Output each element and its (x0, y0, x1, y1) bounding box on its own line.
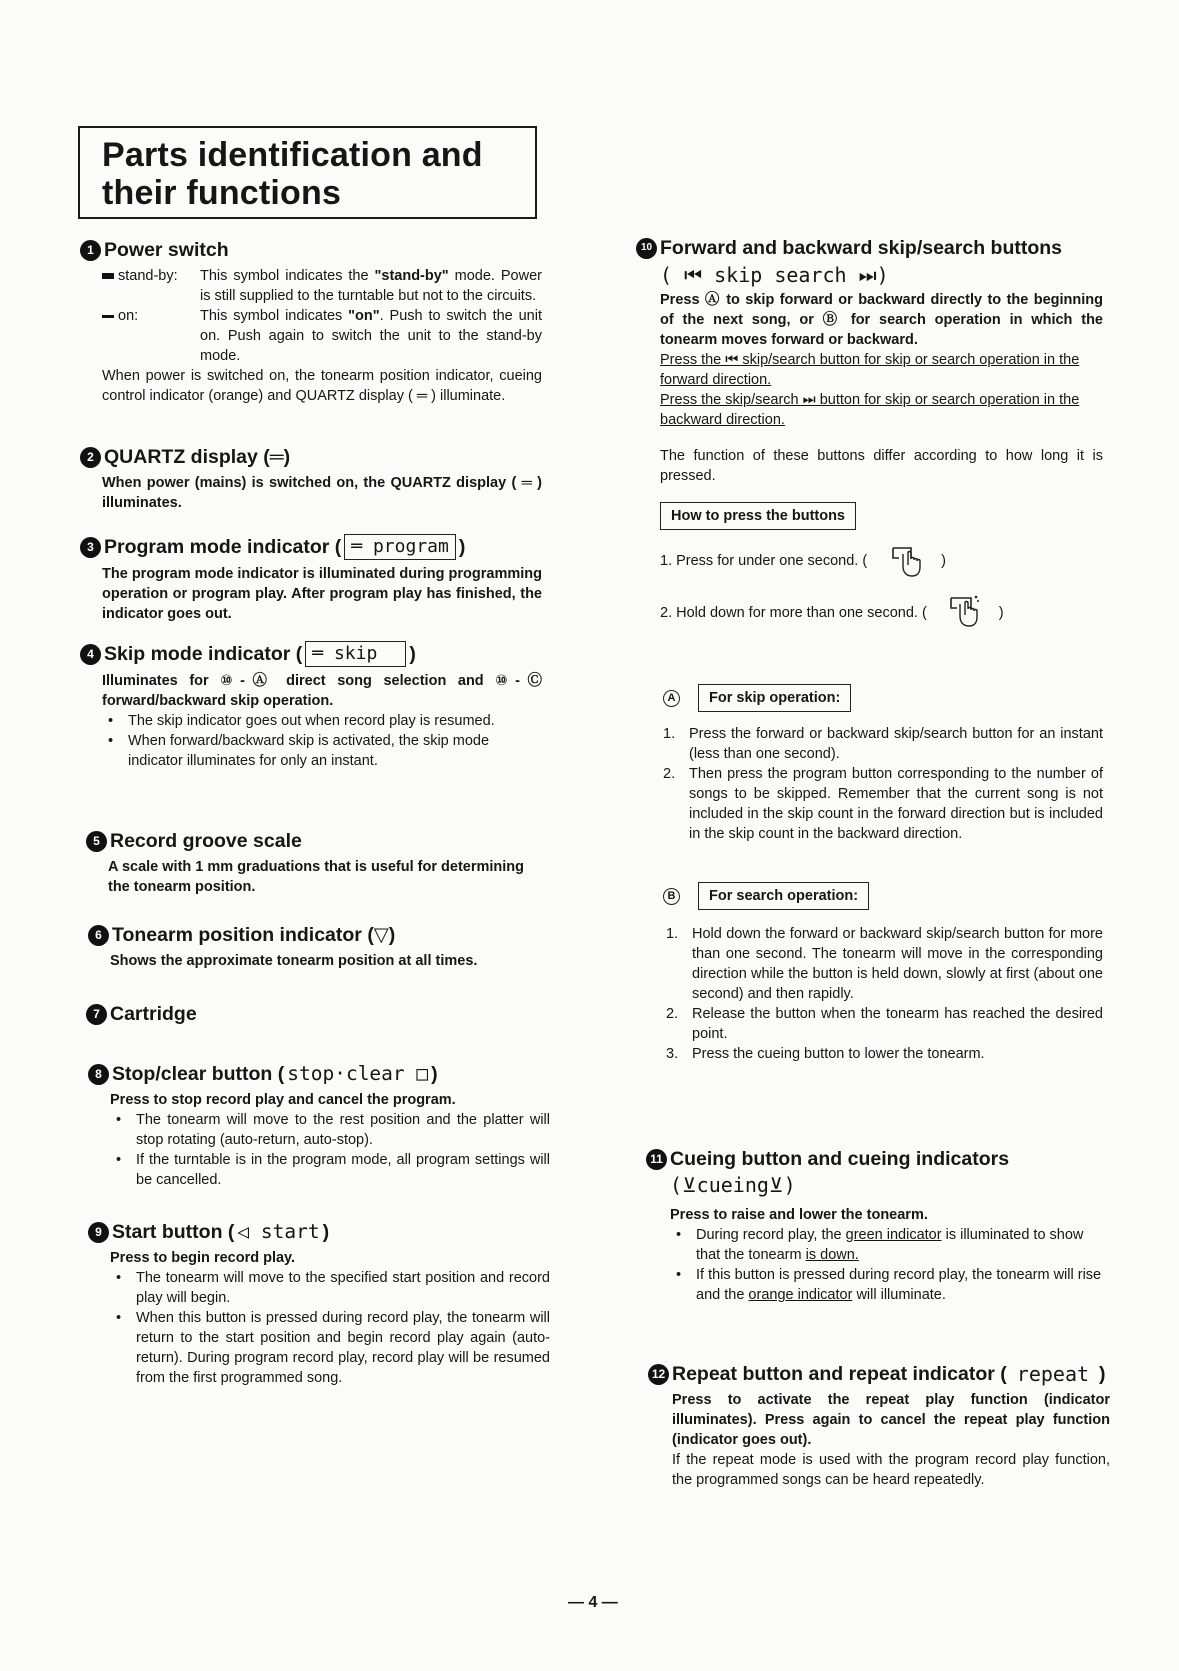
bullet-text: The tonearm will move to the specified start position and record play will begin. (136, 1270, 550, 1306)
number-12-icon: 12 (648, 1364, 669, 1385)
number-4-icon: 4 (80, 644, 101, 665)
hand-hold-icon (945, 594, 979, 632)
section-cartridge (86, 1002, 548, 1026)
paren: ) (409, 643, 416, 665)
paren: ) (431, 1063, 438, 1085)
press-2-text: 2. Hold down for more than one second. ( (660, 605, 927, 621)
list-text: Press the forward or backward skip/search button for an instant (less than one second). (689, 726, 1103, 762)
repeat-body: If the repeat mode is used with the program record play function, the programmed songs can be heard repeatedly. (672, 1452, 1110, 1488)
on-text: This symbol indicates (200, 308, 349, 324)
title-line-2: their functions (102, 174, 342, 212)
number-10-icon: 10 (636, 238, 657, 259)
section-title: Skip mode indicator ( (104, 643, 303, 665)
list-item: • The tonearm will move to the rest position and the platter will stop rotating (auto-return, auto-stop). (116, 1112, 550, 1148)
circle-a-icon: A (663, 690, 680, 707)
skip-search-subtitle: ( ⏮ skip search ⏭) (660, 263, 889, 287)
paren: ) (941, 553, 946, 569)
start-label: ◁ start (237, 1220, 320, 1243)
number-3-icon: 3 (80, 537, 101, 558)
text: If this button is pressed during record play, the tonearm will rise and the (696, 1267, 1102, 1303)
section-stop-clear (88, 1062, 550, 1190)
list-item: • During record play, the green indicator is illuminated to show that the tonearm is down. (676, 1227, 1084, 1263)
bullet-text: The skip indicator goes out when record play is resumed. (128, 713, 495, 729)
standby-text: This symbol indicates the (200, 268, 375, 284)
circle-b-icon: B (663, 888, 680, 905)
power-body: When power is switched on, the tonearm position indicator, cueing control indicator (orange) and QUARTZ display ( ═ ) illuminate. (102, 368, 542, 404)
list-item: 1. Press the forward or backward skip/search button for an instant (less than one second). (663, 726, 1103, 762)
standby-text-b: mode. Power is still supplied to the turntable but not to the circuits. (200, 268, 542, 304)
tonearm-body: Shows the approximate tonearm position at all times. (110, 953, 478, 969)
skip-body: Illuminates for ⑩-Ⓐ direct song selection and ⑩-Ⓒ forward/backward skip operation. (102, 673, 542, 709)
cueing-body: Press to raise and lower the tonearm. (670, 1207, 928, 1223)
list-text: Release the button when the tonearm has reached the desired point. (692, 1006, 1103, 1042)
paren: ) (998, 605, 1004, 621)
section-title: QUARTZ display (═) (104, 446, 291, 468)
cueing-subtitle: (⊻cueing⊻) (670, 1173, 796, 1197)
section-title: Repeat button and repeat indicator ( (672, 1363, 1007, 1385)
number-11-icon: 11 (646, 1149, 667, 1170)
list-item: 3. Press the cueing button to lower the tonearm. (666, 1046, 985, 1062)
section-repeat (648, 1362, 1110, 1490)
press-step-2 (636, 594, 1103, 632)
repeat-label: repeat (1016, 1362, 1090, 1386)
paren: ) (1099, 1363, 1106, 1385)
orange-indicator-text: orange indicator (748, 1287, 853, 1303)
section-start-button (88, 1220, 550, 1388)
section-title: Forward and backward skip/search buttons (660, 237, 1063, 259)
quartz-body: When power (mains) is switched on, the QUARTZ display ( ═ ) illuminates. (102, 475, 542, 511)
section-title: Cueing button and cueing indicators (670, 1148, 1010, 1170)
groove-body: A scale with 1 mm graduations that is useful for determining the tonearm position. (108, 859, 525, 895)
list-item: • When this button is pressed during record play, the tonearm will return to the start position and begin record play again (auto-return). During program record play, record play will be resumed from the first programmed song. (116, 1310, 550, 1386)
section-title: Cartridge (110, 1003, 197, 1025)
fwd-body-2: The function of these buttons differ according to how long it is pressed. (660, 448, 1103, 484)
section-cueing (646, 1147, 1108, 1305)
page-number: — 4 — (568, 1594, 618, 1611)
section-groove-scale (86, 829, 548, 897)
for-skip-operation-box: For skip operation: (698, 684, 851, 712)
standby-symbol-icon (102, 273, 114, 279)
number-9-icon: 9 (88, 1222, 109, 1243)
hand-press-icon (889, 542, 923, 580)
bullet-text: When forward/backward skip is activated, the skip mode indicator illuminates for only an instant. (128, 733, 490, 769)
number-5-icon: 5 (86, 831, 107, 852)
on-label: on: (118, 308, 139, 324)
paren: ) (458, 536, 466, 558)
fwd-underlined-2: Press the skip/search ⏭ button for skip or search operation in the backward direction. (660, 392, 1080, 428)
text: During record play, the (696, 1227, 846, 1243)
standby-label: stand-by: (118, 268, 178, 284)
section-title: Record groove scale (110, 830, 302, 852)
text: is illuminated to show that the tonearm (696, 1227, 1084, 1263)
stop-clear-label: stop·clear □ (287, 1062, 429, 1085)
section-skip-mode (80, 641, 542, 771)
search-operation-header (636, 882, 1103, 910)
list-item: 2. Then press the program button corresponding to the number of songs to be skipped. Remember that the current song is not included in the skip count in the forward direction but is included in the skip count in the backward direction. (663, 766, 1103, 842)
number-7-icon: 7 (86, 1004, 107, 1025)
number-8-icon: 8 (88, 1064, 109, 1085)
how-to-press-box: How to press the buttons (660, 502, 856, 530)
section-title: Program mode indicator ( (104, 536, 342, 558)
section-title: Power switch (104, 239, 229, 261)
section-tonearm-indicator (88, 923, 550, 971)
on-text-b: . Push to switch the unit on. Push again to switch the unit to the stand-by mode. (200, 308, 542, 364)
skip-operation-header (636, 684, 1103, 712)
list-text: Hold down the forward or backward skip/search button for more than one second. The tonearm will move in the corresponding direction while the button is held down, slowly at first (about one second) and then rapidly. (692, 926, 1103, 1002)
section-title: Start button ( (112, 1221, 235, 1243)
paren: ) (322, 1221, 330, 1243)
press-step-1 (636, 542, 1103, 580)
for-search-operation-box: For search operation: (698, 882, 869, 910)
list-item: • If this button is pressed during record play, the tonearm will rise and the orange indicator will illuminate. (676, 1267, 1102, 1303)
number-1-icon: 1 (80, 240, 101, 261)
section-title: Tonearm position indicator (▽) (112, 924, 396, 946)
section-quartz-display (80, 445, 542, 513)
program-body: The program mode indicator is illuminated during programming operation or program play. After program play has finished, the indicator goes out. (102, 566, 542, 622)
number-2-icon: 2 (80, 447, 101, 468)
section-skip-search-buttons (636, 236, 1103, 1064)
fwd-body-bold: Press Ⓐ to skip forward or backward directly to the beginning of the next song, or Ⓑ for search operation in which the tonearm moves forward or backward. (660, 292, 1103, 348)
press-1-text: 1. Press for under one second. ( (660, 553, 868, 569)
list-item: 2. Release the button when the tonearm has reached the desired point. (666, 1006, 1103, 1042)
list-text: Press the cueing button to lower the tonearm. (692, 1046, 985, 1062)
page-title (78, 126, 537, 219)
number-6-icon: 6 (88, 925, 109, 946)
green-indicator-text: green indicator (845, 1227, 942, 1243)
list-item: • The tonearm will move to the specified start position and record play will begin. (116, 1270, 550, 1306)
list-item: • If the turntable is in the program mode, all program settings will be cancelled. (116, 1152, 550, 1188)
skip-indicator-box: ═ skip (305, 641, 406, 667)
list-item: • When forward/backward skip is activated, the skip mode indicator illuminates for only an instant. (80, 731, 542, 771)
bullet-text: The tonearm will move to the rest position and the platter will stop rotating (auto-return, auto-stop). (136, 1112, 550, 1148)
section-title: Stop/clear button ( (112, 1063, 285, 1085)
list-item: 1. Hold down the forward or backward skip/search button for more than one second. The tonearm will move in the corresponding direction while the button is held down, slowly at first (about one second) and then rapidly. (666, 926, 1103, 1002)
bullet-text: If the turntable is in the program mode, all program settings will be cancelled. (136, 1152, 550, 1188)
program-indicator-box: ═ program (344, 534, 456, 560)
section-power-switch (80, 238, 542, 406)
is-down-text: is down. (805, 1247, 859, 1263)
repeat-body-bold: Press to activate the repeat play function (indicator illuminates). Press again to cancel the repeat play function (indicator goes out). (672, 1392, 1110, 1448)
on-symbol-icon (102, 315, 114, 318)
list-text: Then press the program button corresponding to the number of songs to be skipped. Remember that the current song is not included in the skip count in the forward direction but is included in the skip count in the backward direction. (689, 766, 1103, 842)
section-program-mode (80, 534, 542, 624)
bullet-text: When this button is pressed during record play, the tonearm will return to the start position and begin record play again (auto-return). During program record play, record play will be resumed from the first programmed song. (136, 1310, 550, 1386)
on-bold: "on" (348, 308, 380, 324)
title-line-1: Parts identification and (102, 136, 483, 174)
start-body: Press to begin record play. (110, 1250, 296, 1266)
text: will illuminate. (852, 1287, 946, 1303)
stop-body: Press to stop record play and cancel the program. (110, 1092, 456, 1108)
fwd-underlined-1: Press the ⏮ skip/search button for skip or search operation in the forward direction. (660, 352, 1080, 388)
list-item: • The skip indicator goes out when record play is resumed. (108, 713, 495, 729)
standby-bold: "stand-by" (374, 268, 449, 284)
